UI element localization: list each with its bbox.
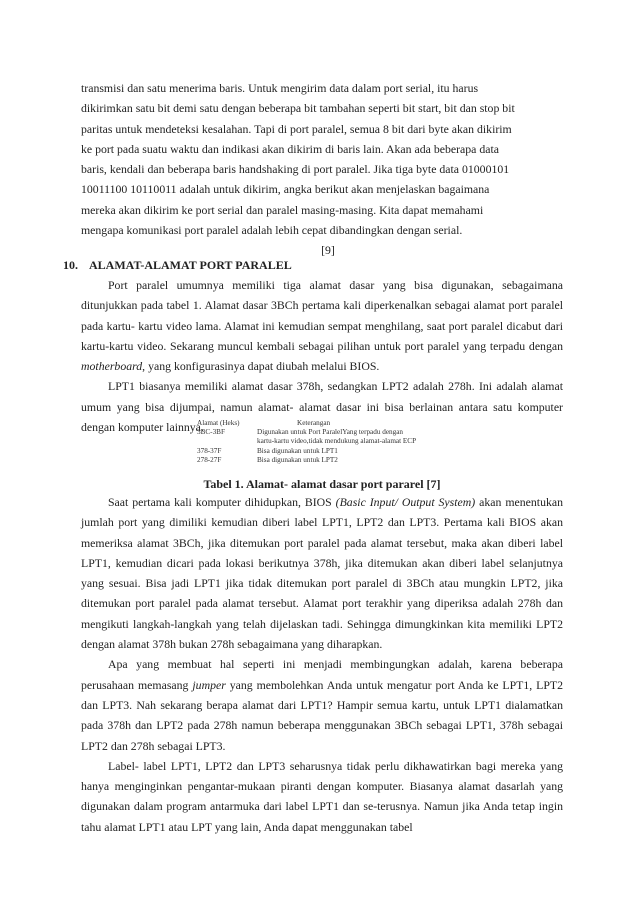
table-header-cell: Alamat (Heks) [197, 419, 240, 427]
section-body-top [81, 275, 563, 437]
table-header-cell: Keterangan [297, 419, 331, 427]
table-cell: Bisa digunakan untuk LPT2 [257, 455, 338, 464]
paragraph-italic-term: motherboard [81, 359, 143, 374]
paragraph-line: paritas untuk mendeteksi kesalahan. Tapi di port paralel, semua 8 bit dari byte akan dikirim [81, 121, 512, 136]
table-caption: Tabel 1. Alamat- alamat dasar port pararel [7] [203, 477, 441, 491]
paragraph-text: , yang konfigurasinya dapat diubah melalui BIOS. [142, 359, 380, 374]
paragraph-text: yang membolehkan Anda untuk mengatur port Anda ke LPT1, LPT2 dan LPT3. Nah sekarang berapa alamat dari LPT1? Hampir semua kartu, untuk LPT1 dialamatkan pada 378h dan LPT2 pada 278h namun beberapa menggunakan 3BCh sebagai LPT1, 378h sebagai LPT2 dan 278h sebagai LPT3. [81, 677, 564, 753]
paragraph-jumper [81, 654, 563, 755]
paragraph-line: 10011100 10110011 adalah untuk dikirim, angka berikut akan menjelaskan bagaimana [81, 182, 490, 197]
table-cell: 278-27F [197, 455, 222, 464]
section-title: ALAMAT-ALAMAT PORT PARALEL [89, 258, 292, 272]
paragraph-italic-term: jumper [192, 677, 226, 692]
table-row [197, 445, 416, 455]
table-row [197, 437, 416, 445]
paragraph-italic-term: (Basic Input/ Output System) [335, 495, 476, 509]
paragraph-text: Apa yang membuat hal seperti ini menjadi membingungkan adalah, karena beberapa perusahaan memasang [81, 657, 563, 692]
table-cell: kartu-kartu video,tidak mendukung alamat-alamat ECP [257, 436, 417, 445]
paragraph-line: mengapa komunikasi port paralel adalah lebih cepat dibandingkan dengan serial. [81, 223, 463, 238]
citation: [9] [321, 243, 335, 258]
table-header-row [197, 419, 416, 428]
paragraph-line: baris, kendali dan beberapa baris handshaking di port paralel. Jika tiga byte data 01000101 [81, 162, 510, 177]
address-table-grid [197, 419, 416, 464]
address-table [197, 419, 467, 464]
table-cell [197, 437, 257, 445]
section-body-bottom [81, 492, 563, 837]
table-cell: 3BC-3BF [197, 428, 225, 437]
paragraph-text: akan menentukan jumlah port yang dimiliki kemudian diberi label LPT1, LPT2 dan LPT3. Pertama kali BIOS akan memeriksa alamat 3BCh, jika ditemukan port paralel pada alamat tersebut, maka akan diberi label LPT1, kemudian dicari pada lokasi berikutnya 378h, jika ditemukan akan diberi label selanjutnya yang sesuai. Bisa jadi LPT1 jika tidak ditemukan port paralel di 3BCh atau mungkin LPT2, jika ditemukan port paralel pada alamat tersebut. Alamat port terakhir yang diperiksa adalah 278h dan mengikuti langkah-langkah yang telah dijelaskan tadi. Sehingga dimungkinkan kita memiliki LPT2 dengan alamat 378h bukan 278h sebagaimana yang diharapkan. [81, 495, 564, 652]
table-row [197, 428, 416, 436]
paragraph-line: transmisi dan satu menerima baris. Untuk mengirim data dalam port serial, itu harus [81, 81, 479, 95]
paragraph-line: mereka akan dikirim ke port serial dan paralel masing-masing. Kita dapat memahami [81, 202, 484, 217]
table-row [197, 456, 416, 464]
paragraph-text: Saat pertama kali komputer dihidupkan, BIOS [108, 495, 336, 509]
paragraph-text: Port paralel umumnya memiliki tiga alamat dasar yang bisa digunakan, sebagaimana ditunjukkan pada tabel 1. Alamat dasar 3BCh pertama kali diperkenalkan sebagai alamat port paralel pada kartu- kartu video lama. Alamat ini kemudian sempat menghilang, saat port paralel dicabut dari kartu-kartu video. Sekarang muncul kembali sebagai pilihan untuk port paralel yang terpadu dengan [81, 278, 563, 353]
section-number: 10. [63, 258, 78, 272]
table-cell: Bisa digunakan untuk LPT1 [257, 447, 338, 456]
paragraph-base-addresses [81, 275, 563, 376]
paragraph-lpt-addresses: LPT1 biasanya memiliki alamat dasar 378h, sedangkan LPT2 adalah 278h. Ini adalah alamat umum yang bisa dijumpai, namun alamat- alamat dasar ini bisa berlainan antara satu komputer dengan komputer lainnya. [81, 379, 563, 435]
paragraph-line: dikirimkan satu bit demi satu dengan beberapa bit tambahan seperti bit start, bit dan stop bit [81, 101, 515, 116]
table-cell: 378-37F [197, 447, 222, 456]
paragraph-serial-vs-parallel [81, 78, 563, 261]
paragraph-bios-detection [81, 492, 563, 654]
paragraph-lpt-labels: Label- label LPT1, LPT2 dan LPT3 seharusnya tidak perlu dikhawatirkan bagi mereka yang hanya menginginkan pengantar-mukaan piranti dengan komputer. Biasanya alamat dasarlah yang digunakan dalam program antarmuka dari label LPT1 dan se-terusnya. Namun jika Anda tetap ingin tahu alamat LPT1 atau LPT yang lain, Anda dapat menggunakan tabel [81, 758, 563, 834]
section-heading [63, 258, 292, 273]
paragraph-line: ke port pada suatu waktu dan indikasi akan dikirim di baris lain. Akan ada beberapa data [81, 141, 500, 156]
table-cell: Digunakan untuk Port ParalelYang terpadu dengan [257, 428, 403, 437]
